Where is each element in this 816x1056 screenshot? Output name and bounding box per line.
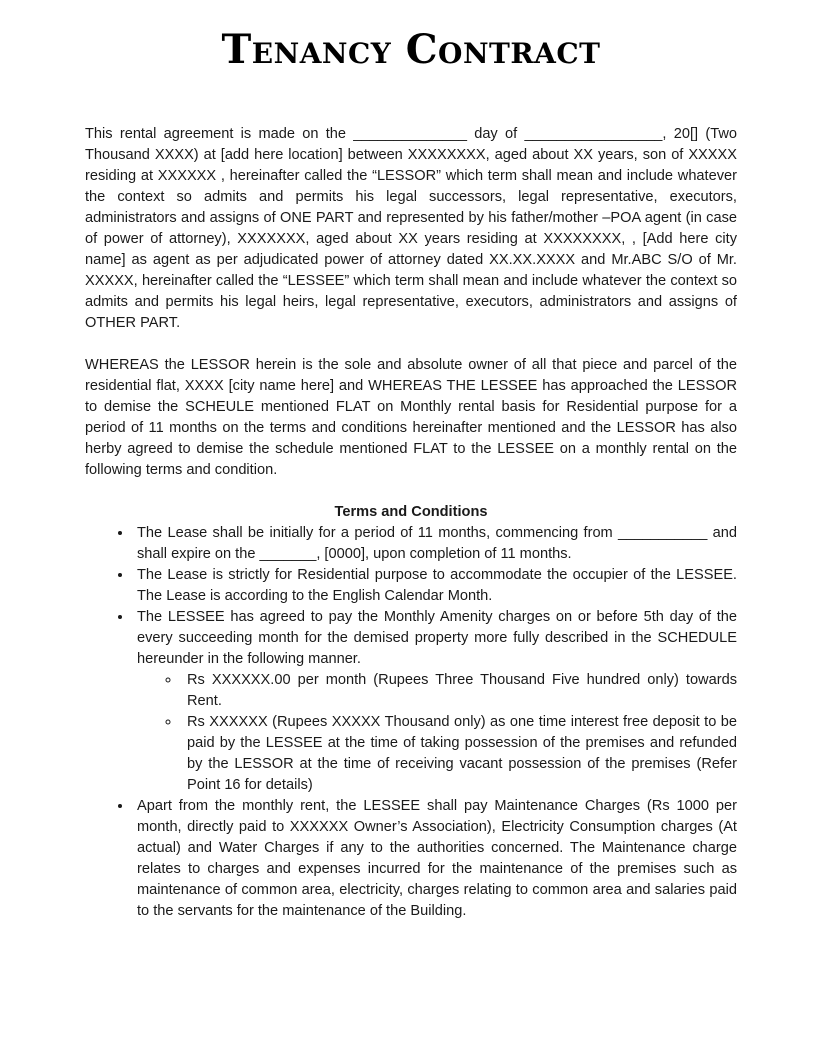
intro-paragraph: This rental agreement is made on the ______________ day of _________________, 20[] (Two Thousand XXXX) at [add here location] between XXXXXXXX, aged about XX years, son of XXXXX residing at XXXXXX , hereinafter called the “LESSOR” which term shall mean and include whatever the context so admits and permits his legal successors, legal representative, executors, administrators and assigns of ONE PART and represented by his father/mother –POA agent (in case of power of attorney), XXXXXXX, aged about XX years residing at XXXXXXXX, , [Add here city name] as agent as per adjudicated power of attorney dated XX.XX.XXXX and Mr.ABC S/O of Mr. XXXXX, hereinafter called the “LESSEE” which term shall mean and include whatever the context so admits and permits his legal heirs, legal representative, executors, administrators and assigns of OTHER PART. [85,126,737,331]
bullet-item [133,607,737,796]
bullet-item [133,796,737,922]
amenity-sub-bullet-list [137,670,737,796]
terms-bullet-list [85,523,737,922]
sub-bullet-item [181,712,737,796]
whereas-paragraph: WHEREAS the LESSOR herein is the sole and absolute owner of all that piece and parcel of the residential flat, XXXX [city name here] and WHEREAS THE LESSEE has approached the LESSOR to demise the SCHEULE mentioned FLAT on Monthly rental basis for Residential purpose for a period of 11 months on the terms and conditions hereinafter mentioned and the LESSOR has also herby agreed to demise the schedule mentioned FLAT to the LESSEE on a monthly rental on the following terms and condition. [85,357,737,478]
bullet-item [133,523,737,565]
sub-bullet-text: Rs XXXXXX.00 per month (Rupees Three Thousand Five hundred only) towards Rent. [187,672,737,709]
bullet-item [133,565,737,607]
bullet-text: Apart from the monthly rent, the LESSEE shall pay Maintenance Charges (Rs 1000 per month, directly paid to XXXXXX Owner’s Association), Electricity Consumption charges (At actual) and Water Charges if any to the authorities concerned. The Maintenance charge relates to charges and expenses incurred for the maintenance of the premises such as maintenance of common area, electricity, charges relating to common area and salaries paid to the servants for the maintenance of the Building. [137,798,737,919]
bullet-text: The Lease shall be initially for a period of 11 months, commencing from ___________ and shall expire on the _______, [0000], upon completion of 11 months. [137,525,737,562]
bullet-text: The Lease is strictly for Residential purpose to accommodate the occupier of the LESSEE. The Lease is according to the English Calendar Month. [137,567,737,604]
sub-bullet-item [181,670,737,712]
terms-and-conditions-heading: Terms and Conditions [334,504,488,520]
bullet-text: The LESSEE has agreed to pay the Monthly Amenity charges on or before 5th day of the every succeeding month for the demised property more fully described in the SCHEDULE hereunder in the following manner. [137,609,737,667]
sub-bullet-text: Rs XXXXXX (Rupees XXXXX Thousand only) as one time interest free deposit to be paid by the LESSEE at the time of taking possession of the premises and refunded by the LESSOR at the time of receiving vacant possession of the premises (Refer Point 16 for details) [187,714,737,793]
document-title: Tenancy Contract [221,26,601,73]
